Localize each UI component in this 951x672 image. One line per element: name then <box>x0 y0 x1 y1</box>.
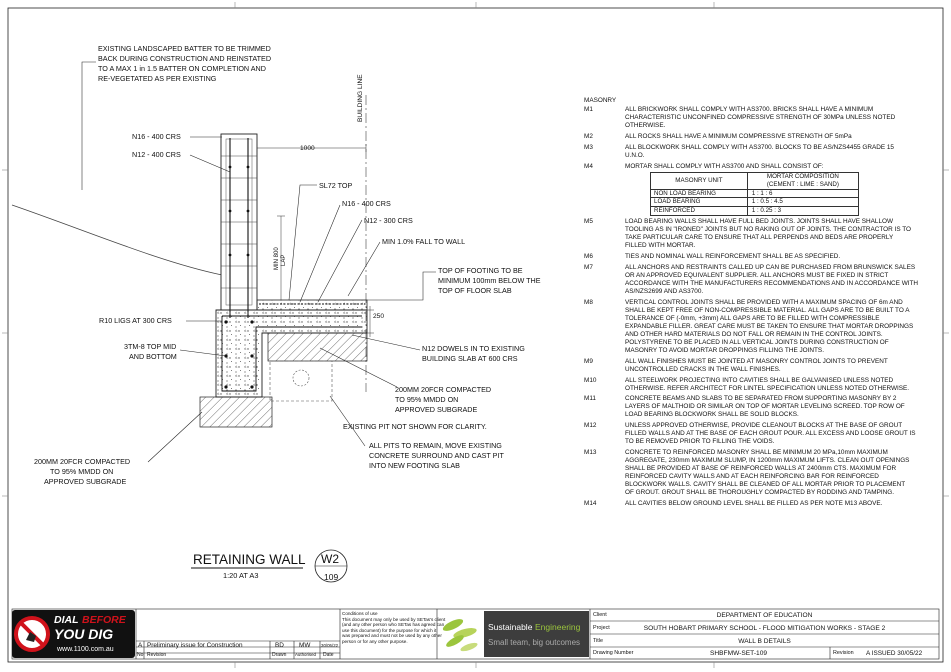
masonry-note <box>584 377 929 393</box>
client-label: Client <box>593 612 607 618</box>
existing-slab <box>268 333 367 361</box>
rev-header-drawn: Drawn <box>272 652 287 658</box>
mortar-table <box>650 172 859 217</box>
batter-note-1: EXISTING LANDSCAPED BATTER TO BE TRIMMED <box>98 44 271 53</box>
rev-header-authorised: Authorised <box>295 652 316 657</box>
masonry-note <box>584 106 929 130</box>
slab-topping <box>257 300 367 310</box>
section-tag: W2 <box>321 552 339 566</box>
n12-400-label: N12 - 400 CRS <box>132 150 181 159</box>
note-text: CONCRETE TO REINFORCED MASONRY SHALL BE MINIMUM 20 MPa,10mm MAXIMUM AGGREGATE, 230mm MAXIMUM SLUMP, IN 1200mm MAXIMUM LIFTS. CLEAN OUT OPENINGS SHALL BE PROVIDED AT BASE OF REINFORCED WALLS AT 2400mm CTS. MAXIMUM FOR REINFORCED CAVITY WALLS AND AT EACH REINFORCING BAR FOR REINFORCED BLOCKWORK WALLS. CAVITY SHALL BE CLEANED OF ALL MORTAR PRIOR TO PLACEMENT OF GROUT. GROUT SHALL BE THOROUGHLY COMPACTED BY RODDING AND TAMPING. <box>625 449 910 496</box>
mortar-row-unit: REINFORCED <box>651 207 748 216</box>
subgrade-fill <box>200 397 272 427</box>
dowel-label-2: BUILDING SLAB AT 600 CRS <box>422 354 518 363</box>
pits-note-1: ALL PITS TO REMAIN, MOVE EXISTING <box>369 441 502 450</box>
note-code: M12 <box>584 422 597 430</box>
tm8-label-2: AND BOTTOM <box>129 352 177 361</box>
conditions-line: was prepared and must not be used by any other <box>342 633 442 639</box>
masonry-note <box>584 253 929 261</box>
revision-date: 30/05/22 <box>321 643 339 648</box>
note-code: M2 <box>584 132 593 140</box>
mortar-row-mix: 1 : 1 : 6 <box>747 189 858 198</box>
mortar-row-mix: 1 : 0.5 : 4.5 <box>747 198 858 207</box>
note-code: M13 <box>584 449 597 457</box>
pit-note: EXISTING PIT NOT SHOWN FOR CLARITY. <box>343 422 487 431</box>
dby-dial: DIAL <box>54 614 79 626</box>
project-label: Project <box>593 625 610 631</box>
masonry-note <box>584 264 929 296</box>
tm8-label-1: 3TM-8 TOP MID <box>124 342 177 351</box>
mortar-header-composition: MORTAR COMPOSITION (CEMENT : LIME : SAND) <box>747 172 858 189</box>
rev-header-revision: Revision <box>147 652 167 658</box>
note-code: M6 <box>584 253 593 261</box>
lap-label: MIN 800LAP <box>274 247 287 270</box>
batter-line <box>12 205 222 275</box>
title-value: WALL B DETAILS <box>738 638 791 645</box>
company-tagline: Small team, big outcomes <box>488 638 581 647</box>
fcr-label-3: APPROVED SUBGRADE <box>395 405 478 414</box>
masonry-note <box>584 395 929 419</box>
existing-pit <box>270 361 332 401</box>
note-code: M7 <box>584 264 593 272</box>
callouts <box>34 44 541 486</box>
n16-400-label: N16 - 400 CRS <box>132 132 181 141</box>
masonry-heading: MASONRY <box>584 97 617 104</box>
batter-note-2: BACK DURING CONSTRUCTION AND REINSTATED <box>98 54 272 63</box>
dowel-label-1: N12 DOWELS IN TO EXISTING <box>422 344 525 353</box>
n12-300-label: N12 - 300 CRS <box>364 216 413 225</box>
note-code: M5 <box>584 218 593 226</box>
note-code: M9 <box>584 357 593 365</box>
note-code: M8 <box>584 298 593 306</box>
conditions-line: use this document) for the purpose for which it <box>342 627 437 633</box>
masonry-notes <box>584 97 929 508</box>
revision-value: A ISSUED 30/05/22 <box>866 650 923 657</box>
note-text: MORTAR SHALL COMPLY WITH AS3700 AND SHALL CONSIST OF: <box>625 162 824 170</box>
revision-authorised: MW <box>299 642 311 649</box>
footing-note-2: MINIMUM 100mm BELOW THE <box>438 276 541 285</box>
dim-250: 250 <box>373 313 385 320</box>
mortar-row-unit: NON LOAD BEARING <box>651 189 748 198</box>
masonry-note <box>584 422 929 446</box>
mortar-row-unit: LOAD BEARING <box>651 198 748 207</box>
subgrade-note-1: 200MM 20FCR COMPACTED <box>34 457 131 466</box>
note-code: M10 <box>584 376 597 384</box>
drawing-number-value: SHBFMW-SET-109 <box>710 650 768 657</box>
dby-you-dig: YOU DIG <box>54 626 114 642</box>
conditions-line: (and any other person who SETas has agreed can <box>342 622 445 628</box>
footing-note-3: TOP OF FLOOR SLAB <box>438 286 512 295</box>
masonry-note <box>584 218 929 250</box>
dim-1000: 1000 <box>300 145 315 152</box>
client-value: DEPARTMENT OF EDUCATION <box>716 612 813 619</box>
pits-note-3: INTO NEW FOOTING SLAB <box>369 461 460 470</box>
note-code: M1 <box>584 105 593 113</box>
footing-note-1: TOP OF FOOTING TO BE <box>438 266 523 275</box>
conditions-title: Conditions of use <box>342 611 378 616</box>
masonry-note <box>584 449 929 497</box>
dby-url: www.1100.com.au <box>57 646 114 653</box>
batter-note-3: TO A MAX 1 in 1.5 BATTER ON COMPLETION AND <box>98 64 266 73</box>
conditions-line: person or for any other purpose. <box>342 638 408 644</box>
masonry-note <box>584 299 929 355</box>
conditions-of-use <box>342 611 445 645</box>
leaf-logo-icon <box>439 611 483 657</box>
company-name: Sustainable <box>488 622 533 632</box>
title-label: Title <box>593 638 603 644</box>
masonry-note <box>584 163 929 171</box>
revision-code: A <box>138 642 143 649</box>
note-text: ALL ANCHORS AND RESTRAINTS CALLED UP CAN BE PURCHASED FROM BRUNSWICK SALES OR AN APPROVED EQUIVALENT SUPPLIER. ALL ANCHORS MUST BE FIXED IN STRICT ACCORDANCE WITH THE MANUFACTURERS RECOMMENDATIONS AND IN ACCORDANCE WITH AS/NZS2699 AND AS3700. <box>625 264 919 296</box>
subgrade-note-3: APPROVED SUBGRADE <box>44 477 127 486</box>
rev-header-no: No <box>137 652 144 658</box>
note-text: ALL WALL FINISHES MUST BE JOINTED AT MASONRY CONTROL JOINTS TO PREVENT UNCONTROLLED CRACKS IN THE WALL FINISHES. <box>625 357 888 373</box>
n16-400-label-2: N16 - 400 CRS <box>342 199 391 208</box>
sl72-label: SL72 TOP <box>319 181 353 190</box>
masonry-note <box>584 133 929 141</box>
pits-note-2: CONCRETE SURROUND AND CAST PIT <box>369 451 504 460</box>
note-text: ALL CAVITIES BELOW GROUND LEVEL SHALL BE FILLED AS PER NOTE M13 ABOVE. <box>625 499 883 507</box>
note-text: VERTICAL CONTROL JOINTS SHALL BE PROVIDED WITH A MAXIMUM SPACING OF 6m AND SHALL BE KEPT FREE OF NON-COMPRESSIBLE MATERIAL. ALL GAPS ARE TO BE BUILT TO A TOLERANCE OF (-0mm, +3mm) ALL GAPS ARE TO BE FILLED WITH COMPRESSIBLE EXPANDABLE FILLER. GREAT CARE MUST BE TAKEN TO ENSURE THAT MORTAR DROPPINGS AND OTHER HARD MATERIALS DO NOT FALL OR REMAIN IN THE CONTROL JOINTS. POLYSTYRENE TO BE PLACED IN ALL VERTICAL JOINTS DURING CONSTRUCTION OF MASONRY TO AVOID MORTAR DROPPINGS FILLING THE JOINTS. <box>625 298 914 354</box>
block-wall <box>221 134 257 318</box>
note-text: CONCRETE BEAMS AND SLABS TO BE SEPARATED FROM SUPPORTING MASONRY BY 2 LAYERS OF MALTHOID OR SIMILAR ON TOP OF MORTAR LEVELING SCREED. TOP ROW OF LOAD BEARING BLOCKWORK SHALL BE SOLID BLOCKS. <box>625 395 905 419</box>
masonry-note <box>584 358 929 374</box>
fcr-label-2: TO 95% MMDD ON <box>395 395 459 404</box>
note-text: ALL BRICKWORK SHALL COMPLY WITH AS3700. BRICKS SHALL HAVE A MINIMUM CHARACTERISTIC UNCONFINED COMPRESSIVE STRENGTH OF 30MPa UNLESS NOTED OTHERWISE. <box>625 105 896 129</box>
note-text: LOAD BEARING WALLS SHALL HAVE FULL BED JOINTS. JOINTS SHALL HAVE SHALLOW TOOLING AS IN "IRONED" JOINTS BUT NO RAKING OUT OF JOINTS. THE CONTRACTOR IS TO TAKE PARTICULAR CARE TO ENSURE THAT ALL PERPENDS AND BEDS ARE PROPERLY FILLED WITH MORTAR. <box>625 218 911 250</box>
pit-pipe <box>293 370 309 386</box>
conditions-line: This document may only be used by SETas's client <box>342 616 446 622</box>
drawing-number-label: Drawing Number <box>593 650 634 656</box>
revision-description: Preliminary issue for Construction <box>147 642 243 649</box>
masonry-note <box>584 144 929 160</box>
drawing-title: RETAINING WALL <box>193 552 306 567</box>
revision-label: Revision <box>833 650 854 656</box>
note-text: ALL STEELWORK PROJECTING INTO CAVITIES SHALL BE GALVANISED UNLESS NOTED OTHERWISE. REFER ARCHITECT FOR LINTEL SPECIFICATION UNLESS NOTED OTHERWISE. <box>625 376 910 392</box>
dial-before-you-dig-logo <box>12 610 135 658</box>
note-text: ALL BLOCKWORK SHALL COMPLY WITH AS3700. BLOCKS TO BE AS/NZS4455 GRADE 15 U.N.O. <box>625 143 894 159</box>
dby-before: BEFORE <box>82 614 126 626</box>
note-code: M4 <box>584 162 593 170</box>
note-code: M3 <box>584 143 593 151</box>
section-sheet-ref: 109 <box>324 572 339 582</box>
project-value: SOUTH HOBART PRIMARY SCHOOL - FLOOD MITIGATION WORKS - STAGE 2 <box>643 625 886 632</box>
note-text: TIES AND NOMINAL WALL REINFORCEMENT SHALL BE AS SPECIFIED. <box>625 253 841 261</box>
batter-note-4: RE-VEGETATED AS PER EXISTING <box>98 74 217 83</box>
company-banner <box>484 611 589 657</box>
fcr-label-1: 200MM 20FCR COMPACTED <box>395 385 492 394</box>
note-text: ALL ROCKS SHALL HAVE A MINIMUM COMPRESSIVE STRENGTH OF 5mPa <box>625 132 852 140</box>
fall-label: MIN 1.0% FALL TO WALL <box>382 237 466 246</box>
mortar-header-unit: MASONRY UNIT <box>651 172 748 189</box>
rev-header-date: Date <box>323 652 334 658</box>
subgrade-note-2: TO 95% MMDD ON <box>50 467 114 476</box>
drawing-scale: 1:20 AT A3 <box>223 571 259 580</box>
note-text: UNLESS APPROVED OTHERWISE, PROVIDE CLEANOUT BLOCKS AT THE BASE OF GROUT FILLED WALLS AND AT THE BASE OF EACH GROUT POUR. ALL EXCESS AND LOOSE GROUT IS TO BE REMOVED PRIOR TO FILLING THE VOIDS. <box>625 422 916 446</box>
building-line-label: BUILDING LINE <box>357 74 364 122</box>
revision-drawn: BD <box>275 642 284 649</box>
masonry-note <box>584 500 929 508</box>
ligs-label: R10 LIGS AT 300 CRS <box>99 316 172 325</box>
note-code: M14 <box>584 499 597 507</box>
company-name-accent: Engineering <box>535 622 581 632</box>
mortar-row-mix: 1 : 0.25 : 3 <box>747 207 858 216</box>
note-code: M11 <box>584 395 596 403</box>
